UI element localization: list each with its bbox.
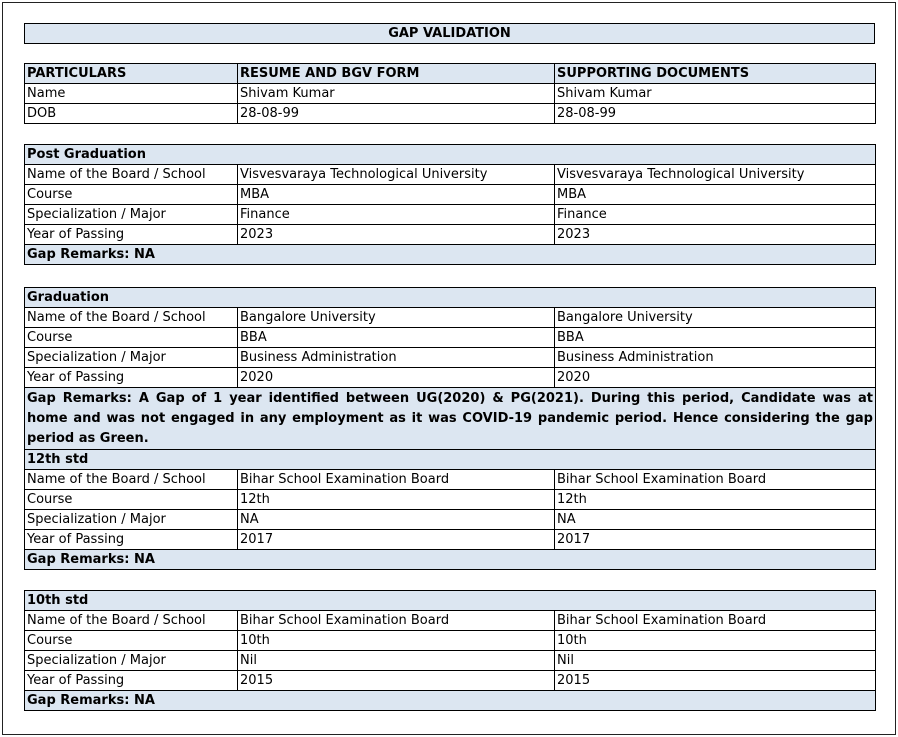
- docs-value: Bihar School Examination Board: [555, 611, 876, 631]
- section-post-graduation: [24, 144, 875, 265]
- gap-remarks: Gap Remarks: A Gap of 1 year identified between UG(2020) & PG(2021). During this period, Candidate was at home and was not engaged in any employment as it was COVID-19 pandemic period. Hence considering the gap period as Green.: [25, 388, 876, 451]
- resume-value: Shivam Kumar: [238, 84, 555, 104]
- resume-value: 2023: [238, 225, 555, 245]
- docs-value: Finance: [555, 205, 876, 225]
- table-row: [25, 185, 876, 205]
- personal-details-table: [24, 63, 875, 124]
- docs-value: NA: [555, 510, 876, 530]
- row-label: Name of the Board / School: [25, 470, 238, 490]
- resume-value: Visvesvaraya Technological University: [238, 165, 555, 185]
- row-label: Name of the Board / School: [25, 611, 238, 631]
- table-row: [25, 104, 876, 124]
- table-row: [25, 308, 876, 328]
- resume-value: Business Administration: [238, 348, 555, 368]
- title-block: [24, 23, 875, 44]
- table-row: [25, 165, 876, 185]
- gap-remarks: Gap Remarks: NA: [25, 691, 876, 711]
- section-heading: 10th std: [25, 591, 876, 611]
- resume-value: 2015: [238, 671, 555, 691]
- section-10th-std: [24, 590, 875, 711]
- docs-value: 28-08-99: [555, 104, 876, 124]
- table-row: [25, 530, 876, 550]
- table-row: [25, 205, 876, 225]
- gap-remarks: Gap Remarks: NA: [25, 550, 876, 570]
- header-particulars: PARTICULARS: [25, 64, 238, 84]
- row-label: Specialization / Major: [25, 510, 238, 530]
- section-heading: 12th std: [25, 450, 876, 470]
- row-label: Name of the Board / School: [25, 308, 238, 328]
- table-row: [25, 470, 876, 490]
- docs-value: BBA: [555, 328, 876, 348]
- table-row: [25, 611, 876, 631]
- resume-value: Bangalore University: [238, 308, 555, 328]
- page-title: GAP VALIDATION: [25, 24, 875, 44]
- table-row: [25, 225, 876, 245]
- row-label: Name of the Board / School: [25, 165, 238, 185]
- row-label: Specialization / Major: [25, 205, 238, 225]
- resume-value: BBA: [238, 328, 555, 348]
- resume-value: 10th: [238, 631, 555, 651]
- row-label: Year of Passing: [25, 671, 238, 691]
- resume-value: 12th: [238, 490, 555, 510]
- row-label: Name: [25, 84, 238, 104]
- docs-value: 2023: [555, 225, 876, 245]
- resume-value: MBA: [238, 185, 555, 205]
- row-label: DOB: [25, 104, 238, 124]
- docs-value: Bihar School Examination Board: [555, 470, 876, 490]
- row-label: Specialization / Major: [25, 651, 238, 671]
- docs-value: Bangalore University: [555, 308, 876, 328]
- table-row: [25, 631, 876, 651]
- section-heading: Post Graduation: [25, 145, 876, 165]
- row-label: Course: [25, 185, 238, 205]
- column-header-row: [25, 64, 876, 84]
- docs-value: 2017: [555, 530, 876, 550]
- table-row: [25, 671, 876, 691]
- docs-value: Business Administration: [555, 348, 876, 368]
- table-row: [25, 651, 876, 671]
- row-label: Year of Passing: [25, 530, 238, 550]
- table-row: [25, 510, 876, 530]
- docs-value: 12th: [555, 490, 876, 510]
- resume-value: Bihar School Examination Board: [238, 470, 555, 490]
- docs-value: 2015: [555, 671, 876, 691]
- table-row: [25, 490, 876, 510]
- table-row: [25, 328, 876, 348]
- docs-value: 2020: [555, 368, 876, 388]
- resume-value: Nil: [238, 651, 555, 671]
- section-heading: Graduation: [25, 288, 876, 308]
- resume-value: 2017: [238, 530, 555, 550]
- section-12th-std: [24, 449, 875, 570]
- docs-value: Visvesvaraya Technological University: [555, 165, 876, 185]
- header-supporting-docs: SUPPORTING DOCUMENTS: [555, 64, 876, 84]
- table-row: [25, 368, 876, 388]
- gap-remarks: Gap Remarks: NA: [25, 245, 876, 265]
- resume-value: NA: [238, 510, 555, 530]
- resume-value: 2020: [238, 368, 555, 388]
- header-resume: RESUME AND BGV FORM: [238, 64, 555, 84]
- row-label: Year of Passing: [25, 368, 238, 388]
- row-label: Year of Passing: [25, 225, 238, 245]
- row-label: Specialization / Major: [25, 348, 238, 368]
- row-label: Course: [25, 328, 238, 348]
- table-row: [25, 348, 876, 368]
- docs-value: MBA: [555, 185, 876, 205]
- docs-value: Nil: [555, 651, 876, 671]
- resume-value: 28-08-99: [238, 104, 555, 124]
- docs-value: 10th: [555, 631, 876, 651]
- docs-value: Shivam Kumar: [555, 84, 876, 104]
- section-graduation: [24, 287, 875, 451]
- row-label: Course: [25, 631, 238, 651]
- table-row: [25, 84, 876, 104]
- resume-value: Bihar School Examination Board: [238, 611, 555, 631]
- row-label: Course: [25, 490, 238, 510]
- resume-value: Finance: [238, 205, 555, 225]
